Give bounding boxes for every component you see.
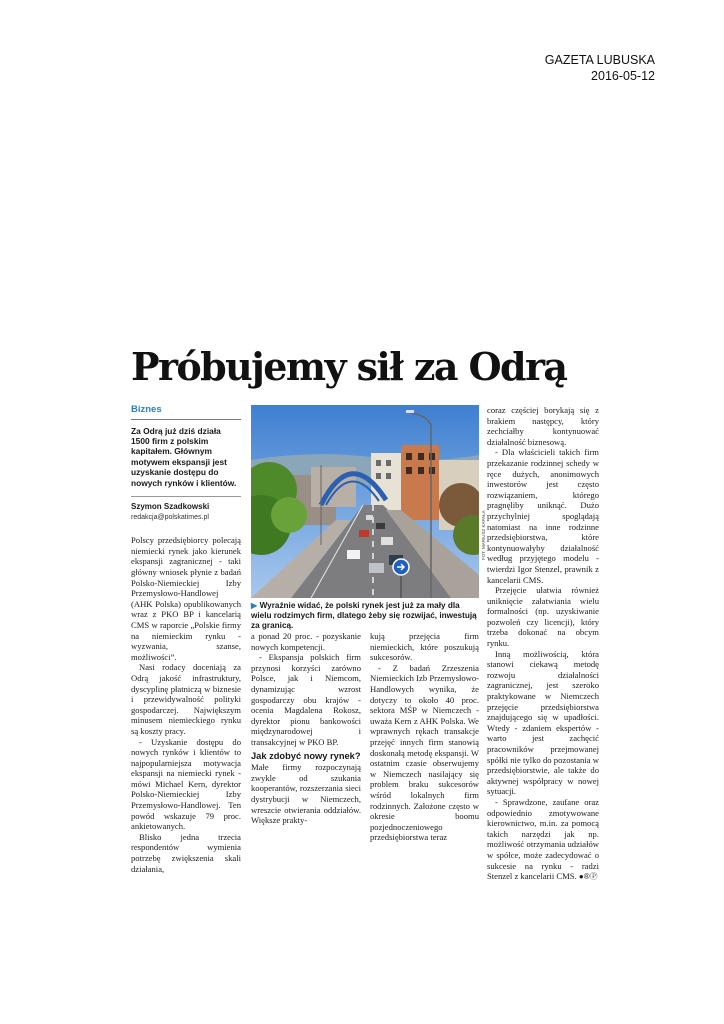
article-lead: Za Odrą już dziś działa 1500 firm z polskim kapitałem. Głównym motywem ekspansji jest uzyskanie dostępu do nowych rynków i klientów. — [131, 425, 237, 488]
paragraph: Inną możliwością, która stanowi ciekawą metodę rozwoju działalności zagranicznej, jest szeroko praktykowane w Niemczech przejęcie przedsiębiorstwa znajdującego się w upadłości. Wtedy - zdaniem ekspertów - warto jest zachęcić pracowników przejmowanej spółki nie tylko do pozostania w przedsiębiorstwie, ale także do aktywnej współpracy w nowej sytuacji. — [487, 648, 599, 797]
paragraph: Małe firmy rozpoczynają zwykle od szukania kooperantów, rozszerzania sieci dystrybucji w Niemczech, wreszcie otwierania oddziałów. Większe prakty- — [251, 762, 361, 826]
paragraph: Blisko jedna trzecia respondentów wymienia potrzebę zwiększenia skali działania, — [131, 831, 241, 874]
end-mark-icon: ●®Ⓟ — [578, 872, 598, 882]
caption-marker-icon: ▶ — [251, 601, 258, 610]
column-3 — [370, 631, 479, 843]
paragraph: Polscy przedsiębiorcy polecają niemiecki rynek jako kierunek ekspansji zagranicznej - taki główny wniosek płynie z badań Polsko-Niemieckiej Izby Przemysłowo-Handlowej (AHK Polska) opublikowanych wraz z PKO BP i kancelarią CMS w raporcie „Polskie firmy na niemieckim rynku - wyzwania, szanse, możliwości”. — [131, 535, 241, 662]
article-photo — [251, 405, 479, 598]
column-4 — [487, 405, 599, 883]
subheading: Jak zdobyć nowy rynek? — [251, 750, 361, 761]
photo-caption — [251, 601, 481, 631]
author-name: Szymon Szadkowski — [131, 496, 241, 513]
paragraph: Nasi rodacy doceniają za Odrą jakość infrastruktury, dyscyplinę płatniczą w biznesie i przewidywalność polityki gospodarczej. Największym minusem niemieckiego rynku są koszty pracy. — [131, 662, 241, 736]
article-headline: Próbujemy sił za Odrą — [131, 344, 567, 389]
paragraph: coraz częściej borykają się z brakiem następcy, który zechciałby kontynuować działalność biznesową. — [487, 405, 599, 447]
paragraph — [487, 797, 599, 883]
source-label — [545, 52, 655, 84]
paragraph: - Dla właścicieli takich firm przekazanie rodzinnej schedy w ręce dużych, anonimowych inwestorów jest często rozwiązaniem, którego pragnęliby uniknąć. Dużo przychylniej spoglądają natomiast na inne rodzinne przedsiębiorstwa, które kontynuowałyby działalność według przyjętego modelu - twierdzi Igor Stenzel, prawnik z kancelarii CMS. — [487, 447, 599, 585]
street-photo — [251, 405, 479, 598]
section-label: Biznes — [131, 405, 241, 420]
paragraph: Przejęcie ułatwia również uniknięcie załatwiania wielu formalności (np. uzyskiwanie pozwoleń czy licencji), który trzeba dokonać na obcym rynku. — [487, 585, 599, 649]
column-1 — [131, 405, 241, 874]
author-email: redakcja@polskatimes.pl — [131, 513, 209, 521]
photo-credit: FOT. MARIUSZ KAPAŁA — [481, 510, 486, 560]
source-date: 2016-05-12 — [591, 69, 655, 83]
paragraph: - Ekspansja polskich firm przynosi korzyści zarówno Polsce, jak i Niemcom, dynamizując wzrost gospodarczy obu krajów - ocenia Magdalena Rokosz, dyrektor pionu bankowości międzynarodowej i transakcyjnej w PKO BP. — [251, 652, 361, 747]
paragraph: kują przejęcia firm niemieckich, które poszukują sukcesorów. — [370, 631, 479, 663]
caption-text: Wyraźnie widać, że polski rynek jest już za mały dla wielu rodzimych firm, dlatego żeby się rozwijać, inwestują za granicą. — [251, 601, 477, 630]
paragraph: - Z badań Zrzeszenia Niemieckich Izb Przemysłowo-Handlowych wynika, że dotyczy to około 40 proc. sektora MŚP w Niemczech - uważa Kern z AHK Polska. We wprawnych rękach transakcje przejęć innych firm stanowią doskonałą metodę ekspansji. W ostatnim czasie obserwujemy w Niemczech nasilający się problem braku sukcesorów wśród lokalnych firm rodzinnych. Założone często w okresie boomu pozjednoczeniowego przedsiębiorstwa teraz — [370, 662, 479, 843]
paragraph-text: - Sprawdzone, zaufane oraz odpowiednio zmotywowane kierownictwo, m.in. za pomocą takich narzędzi jak np. możliwość otrzymania udziałów w spółce, może zadecydować o sukcesie na rynku - radzi Stenzel z kancelarii CMS. — [487, 796, 599, 882]
paragraph: a ponad 20 proc. - pozyskanie nowych kompetencji. — [251, 631, 361, 652]
paragraph: - Uzyskanie dostępu do nowych rynków i klientów to najpopularniejsza motywacja ekspansji na niemiecki rynek - mówi Michael Kern, dyrektor Polsko-Niemieckiej Izby Przemysłowo-Handlowej. Ten powód wskazuje 79 proc. ankietowanych. — [131, 736, 241, 832]
source-name: GAZETA LUBUSKA — [544, 53, 655, 67]
column-2 — [251, 631, 361, 826]
